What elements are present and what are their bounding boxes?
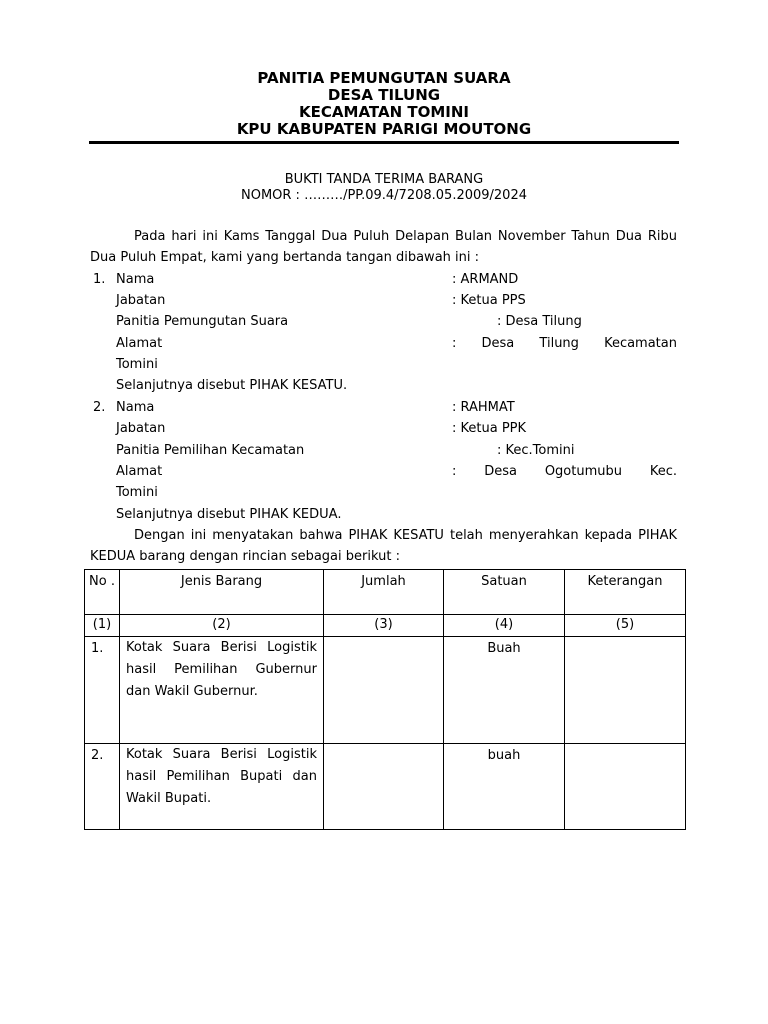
letterhead-line-district: KECAMATAN TOMINI	[299, 103, 469, 121]
party2-position-value: : Ketua PPK	[452, 421, 527, 436]
party1-committee-label: Panitia Pemungutan Suara	[116, 314, 289, 329]
row1-notes	[565, 637, 686, 744]
party1-committee-value: : Desa Tilung	[497, 314, 582, 329]
statement-text: Dengan ini menyatakan bahwa PIHAK KESATU telah menyerahkan kepada PIHAK KEDUA barang dengan rincian sebagai berikut :	[90, 528, 677, 565]
row2-item: Kotak Suara Berisi Logistik hasil Pemilihan Bupati dan Wakil Bupati.	[120, 744, 324, 830]
table-row	[85, 637, 686, 744]
colnum-1: (1)	[85, 615, 120, 637]
party2-address-continuation: Tomini	[116, 485, 158, 500]
header-no: No .	[85, 570, 120, 615]
table-column-number-row	[85, 615, 686, 637]
party1-address-value: : Desa Tilung Kecamatan	[452, 336, 677, 351]
row2-notes	[565, 744, 686, 830]
row2-no: 2.	[85, 744, 120, 830]
party2-position-label: Jabatan	[116, 421, 166, 436]
party2-committee-label: Panitia Pemilihan Kecamatan	[116, 443, 305, 458]
table-header-row	[85, 570, 686, 615]
header-item: Jenis Barang	[120, 570, 324, 615]
letterhead-line-committee: PANITIA PEMUNGUTAN SUARA	[257, 69, 511, 87]
letterhead-divider	[89, 141, 679, 144]
party1-number: 1.	[93, 272, 106, 287]
letterhead-line-village: DESA TILUNG	[327, 86, 441, 104]
party2-committee-value: : Kec.Tomini	[497, 443, 575, 458]
header-quantity: Jumlah	[324, 570, 444, 615]
party2-address-value: : Desa Ogotumubu Kec.	[452, 464, 677, 479]
intro-text: Pada hari ini Kams Tanggal Dua Puluh Delapan Bulan November Tahun Dua Ribu Dua Puluh Empat, kami yang bertanda tangan dibawah ini :	[90, 229, 677, 266]
row1-unit: Buah	[444, 637, 565, 744]
row1-item: Kotak Suara Berisi Logistik hasil Pemilihan Gubernur dan Wakil Gubernur.	[120, 637, 324, 744]
intro-paragraph	[90, 226, 677, 269]
items-table	[84, 569, 686, 830]
table-row	[85, 744, 686, 830]
party1-name-value: : ARMAND	[452, 272, 519, 287]
colnum-2: (2)	[120, 615, 324, 637]
colnum-4: (4)	[444, 615, 565, 637]
party1-designation: Selanjutnya disebut PIHAK KESATU.	[116, 378, 348, 393]
row2-quantity	[324, 744, 444, 830]
document-title: BUKTI TANDA TERIMA BARANG	[284, 172, 484, 187]
letterhead-line-kpu: KPU KABUPATEN PARIGI MOUTONG	[236, 120, 532, 138]
party1-name-label: Nama	[116, 272, 155, 287]
party2-name-label: Nama	[116, 400, 155, 415]
party1-position-label: Jabatan	[116, 293, 166, 308]
row1-quantity	[324, 637, 444, 744]
row1-no: 1.	[85, 637, 120, 744]
statement-paragraph	[90, 525, 677, 568]
header-unit: Satuan	[444, 570, 565, 615]
party1-address-continuation: Tomini	[116, 357, 158, 372]
document-number: NOMOR : ………/PP.09.4/7208.05.2009/2024	[240, 188, 527, 203]
colnum-3: (3)	[324, 615, 444, 637]
row2-unit: buah	[444, 744, 565, 830]
colnum-5: (5)	[565, 615, 686, 637]
party1-address-label: Alamat	[116, 336, 163, 351]
party2-designation: Selanjutnya disebut PIHAK KEDUA.	[116, 507, 342, 522]
party2-name-value: : RAHMAT	[452, 400, 515, 415]
party1-position-value: : Ketua PPS	[452, 293, 526, 308]
header-notes: Keterangan	[565, 570, 686, 615]
party2-address-label: Alamat	[116, 464, 163, 479]
party2-number: 2.	[93, 400, 106, 415]
document-title-block	[90, 172, 678, 204]
letterhead	[90, 70, 678, 138]
